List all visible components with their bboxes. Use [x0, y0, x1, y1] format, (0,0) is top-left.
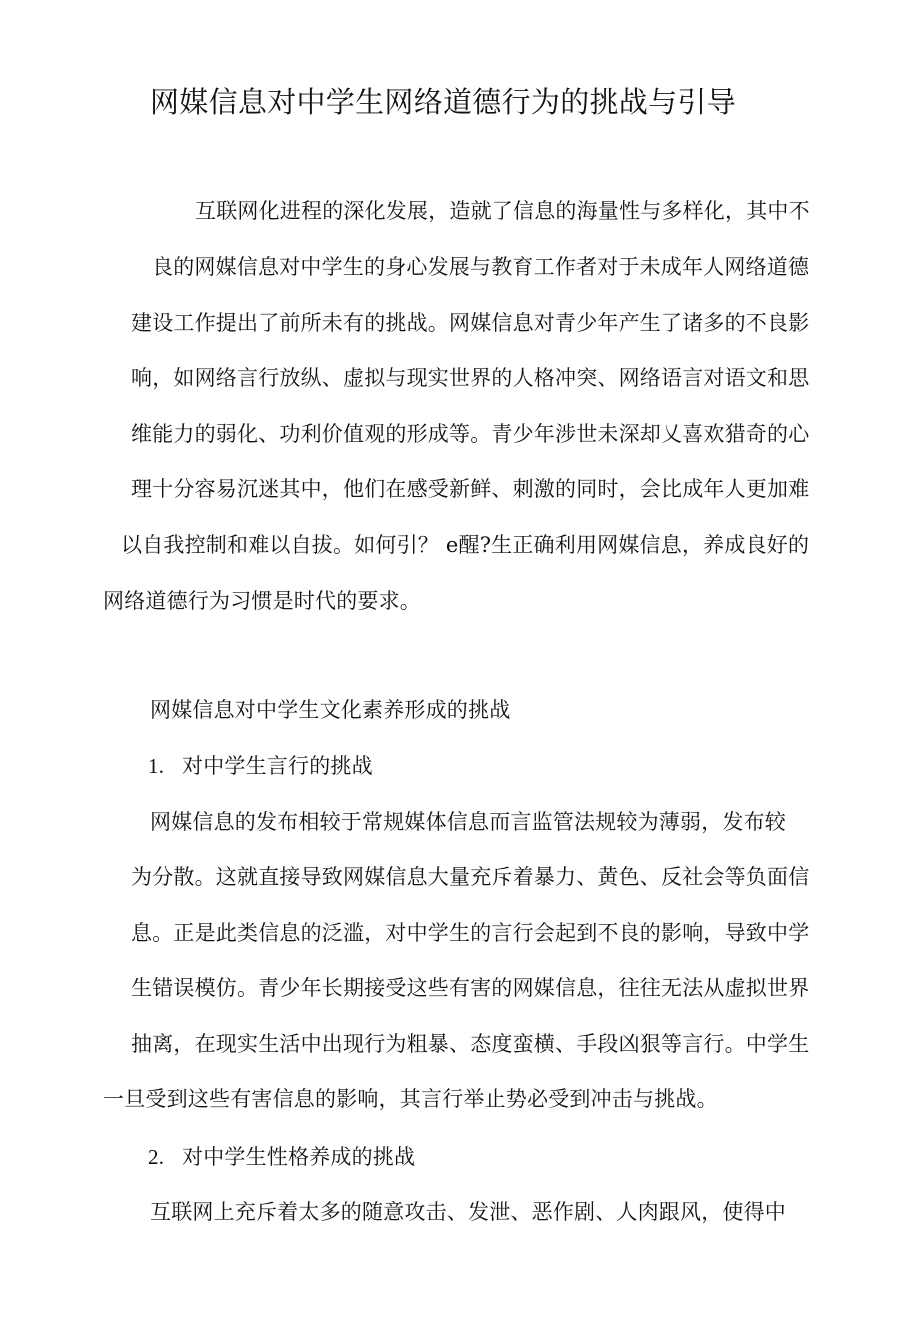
- section-heading: 网媒信息对中学生文化素养形成的挑战: [150, 698, 511, 722]
- list-item-number: 2.: [148, 1145, 165, 1169]
- list-item-title: 对中学生言行的挑战: [182, 754, 373, 778]
- list-item-heading: [148, 1143, 415, 1171]
- paragraph-line: 网络道德行为习惯是时代的要求。: [103, 589, 421, 613]
- paragraph-line: 为分散。这就直接导致网媒信息大量充斥着暴力、黄色、反社会等负面信: [131, 865, 810, 889]
- paragraph-line: 理十分容易沉迷其中，他们在感受新鲜、刺激的同时，会比成年人更加难: [131, 477, 810, 501]
- paragraph-line: 互联网上充斥着太多的随意攻击、发泄、恶作剧、人肉跟风，使得中: [150, 1200, 786, 1224]
- paragraph-line: 以自我控制和难以自拔。如何引？ e醒?生正确利用网媒信息，养成良好的: [121, 533, 810, 557]
- paragraph-line: 响，如网络言行放纵、虚拟与现实世界的人格冲突、网络语言对语文和思: [131, 366, 810, 390]
- paragraph-line: 良的网媒信息对中学生的身心发展与教育工作者对于未成年人网络道德: [152, 255, 810, 279]
- paragraph-line: 一旦受到这些有害信息的影响，其言行举止势必受到冲击与挑战。: [103, 1087, 718, 1111]
- list-item-heading: [148, 752, 373, 780]
- paragraph-line: 建设工作提出了前所未有的挑战。网媒信息对青少年产生了诸多的不良影: [131, 311, 810, 335]
- paragraph-line: 生错误模仿。青少年长期接受这些有害的网媒信息，往往无法从虚拟世界: [131, 976, 810, 1000]
- paragraph-line: 互联网化进程的深化发展，造就了信息的海量性与多样化，其中不: [195, 199, 810, 223]
- paragraph-line: 网媒信息的发布相较于常规媒体信息而言监管法规较为薄弱，发布较: [150, 810, 786, 834]
- document-title: 网媒信息对中学生网络道德行为的挑战与引导: [150, 85, 737, 119]
- paragraph-line: 抽离，在现实生活中出现行为粗暴、态度蛮横、手段凶狠等言行。中学生: [131, 1032, 810, 1056]
- paragraph-line: 息。正是此类信息的泛滥，对中学生的言行会起到不良的影响，导致中学: [131, 921, 810, 945]
- list-item-title: 对中学生性格养成的挑战: [182, 1145, 416, 1169]
- list-item-number: 1.: [148, 754, 165, 778]
- paragraph-line: 维能力的弱化、功利价值观的形成等。青少年涉世未深却乂喜欢猎奇的心: [131, 422, 810, 446]
